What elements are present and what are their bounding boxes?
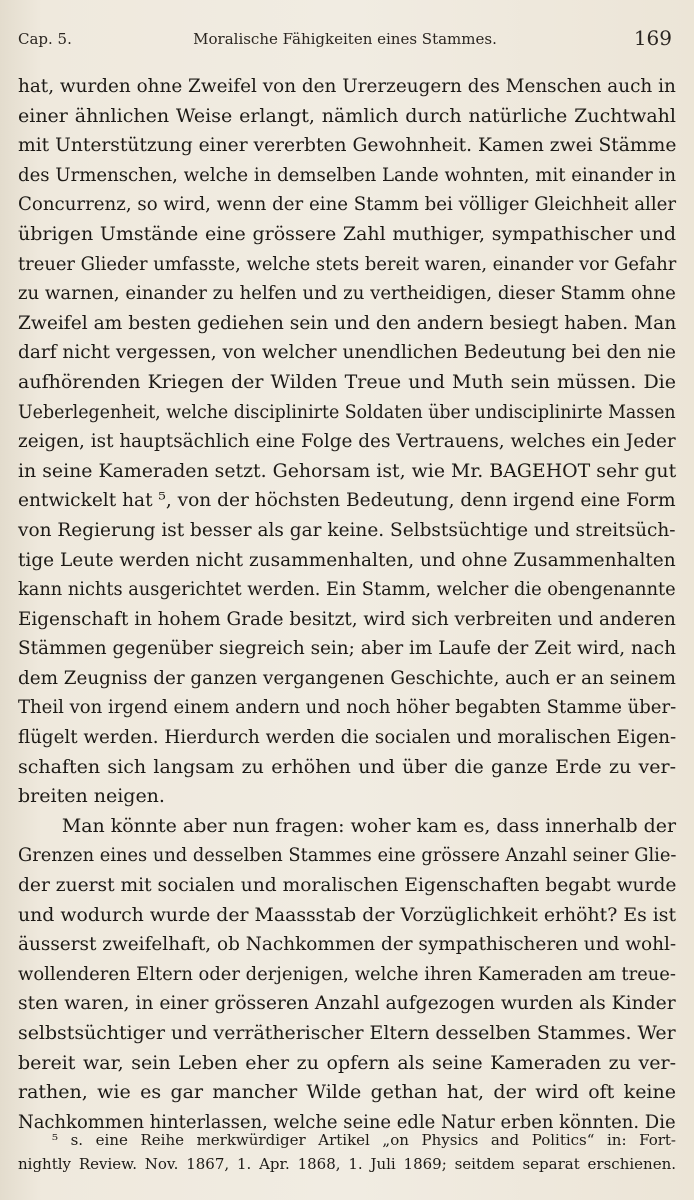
text-line: von Regierung ist besser als gar keine. Selbstsüchtige und streitsüch- xyxy=(18,518,676,541)
footnote-line: ⁵ s. eine Reihe merkwürdiger Artikel „on Physics and Politics“ in: Fort- xyxy=(52,1131,676,1149)
footnote xyxy=(18,1128,676,1176)
text-line: zeigen, ist hauptsächlich eine Folge des Vertrauens, welches ein Jeder xyxy=(18,430,676,453)
text-line: aufhörenden Kriegen der Wilden Treue und Muth sein müssen. Die xyxy=(18,370,676,393)
text-line: wollenderen Eltern oder derjenigen, welche ihren Kameraden am treue- xyxy=(18,962,676,985)
text-line: tige Leute werden nicht zusammenhalten, und ohne Zusammenhalten xyxy=(18,548,676,571)
text-line: Nachkommen hinterlassen, welche seine edle Natur erben könnten. Die xyxy=(18,1110,676,1133)
page-number: 169 xyxy=(633,26,672,50)
text-line: Concurrenz, so wird, wenn der eine Stamm bei völliger Gleichheit aller xyxy=(18,193,677,216)
chapter-label: Cap. 5. xyxy=(18,30,72,48)
text-line: entwickelt hat ⁵, von der höchsten Bedeutung, denn irgend eine Form xyxy=(18,489,676,512)
text-line: äusserst zweifelhaft, ob Nachkommen der sympathischeren und wohl- xyxy=(18,933,677,956)
text-line: darf nicht vergessen, von welcher unendlichen Bedeutung bei den nie xyxy=(18,341,676,364)
text-line: einer ähnlichen Weise erlangt, nämlich durch natürliche Zuchtwahl xyxy=(18,104,676,127)
text-line: sten waren, in einer grösseren Anzahl aufgezogen wurden als Kinder xyxy=(18,992,676,1015)
text-line: Zweifel am besten gediehen sein und den andern besiegt haben. Man xyxy=(18,311,677,334)
text-line: selbstsüchtiger und verrätherischer Eltern desselben Stammes. Wer xyxy=(18,1022,676,1044)
text-line: flügelt werden. Hierdurch werden die socialen und moralischen Eigen- xyxy=(18,726,677,749)
footnote-line: nightly Review. Nov. 1867, 1. Apr. 1868, 1. Juli 1869; seitdem separat erschienen. xyxy=(18,1155,676,1173)
text-line: mit Unterstützung einer vererbten Gewohnheit. Kamen zwei Stämme xyxy=(18,134,677,157)
body-text xyxy=(18,72,676,1137)
text-line: übrigen Umstände eine grössere Zahl muthiger, sympathischer und xyxy=(18,222,676,245)
text-line: Stämmen gegenüber siegreich sein; aber im Laufe der Zeit wird, nach xyxy=(18,637,676,660)
running-header xyxy=(18,26,672,52)
text-line: zu warnen, einander zu helfen und zu vertheidigen, dieser Stamm ohne xyxy=(18,282,676,305)
text-line: in seine Kameraden setzt. Gehorsam ist, wie Mr. BAGEHOT sehr gut xyxy=(18,459,677,482)
text-line: hat, wurden ohne Zweifel von den Urerzeugern des Menschen auch in xyxy=(18,75,676,97)
text-line: treuer Glieder umfasste, welche stets bereit waren, einander vor Gefahr xyxy=(18,252,677,275)
text-line: und wodurch wurde der Maassstab der Vorzüglichkeit erhöht? Es ist xyxy=(18,903,677,926)
paragraph-start-line: Man könnte aber nun fragen: woher kam es, dass innerhalb der xyxy=(61,814,677,837)
text-line: kann nichts ausgerichtet werden. Ein Stamm, welcher die obengenannte xyxy=(18,578,676,601)
running-title: Moralische Fähigkeiten eines Stammes. xyxy=(193,30,497,48)
paragraph-end-line: breiten neigen. xyxy=(18,785,165,808)
text-line: dem Zeugniss der ganzen vergangenen Geschichte, auch er an seinem xyxy=(18,666,676,689)
text-line: rathen, wie es gar mancher Wilde gethan hat, der wird oft keine xyxy=(18,1081,676,1104)
text-line: Eigenschaft in hohem Grade besitzt, wird sich verbreiten und anderen xyxy=(18,607,676,630)
text-line: Theil von irgend einem andern und noch höher begabten Stamme über- xyxy=(18,696,677,719)
text-line: schaften sich langsam zu erhöhen und über die ganze Erde zu ver- xyxy=(18,755,676,778)
text-line: bereit war, sein Leben eher zu opfern als seine Kameraden zu ver- xyxy=(18,1051,676,1074)
text-line: Grenzen eines und desselben Stammes eine grössere Anzahl seiner Glie- xyxy=(18,844,677,867)
text-line: des Urmenschen, welche in demselben Lande wohnten, mit einander in xyxy=(18,163,676,186)
text-line: Ueberlegenheit, welche disciplinirte Soldaten über undisciplinirte Massen xyxy=(18,400,676,423)
text-line: der zuerst mit socialen und moralischen Eigenschaften begabt wurde xyxy=(18,874,677,897)
